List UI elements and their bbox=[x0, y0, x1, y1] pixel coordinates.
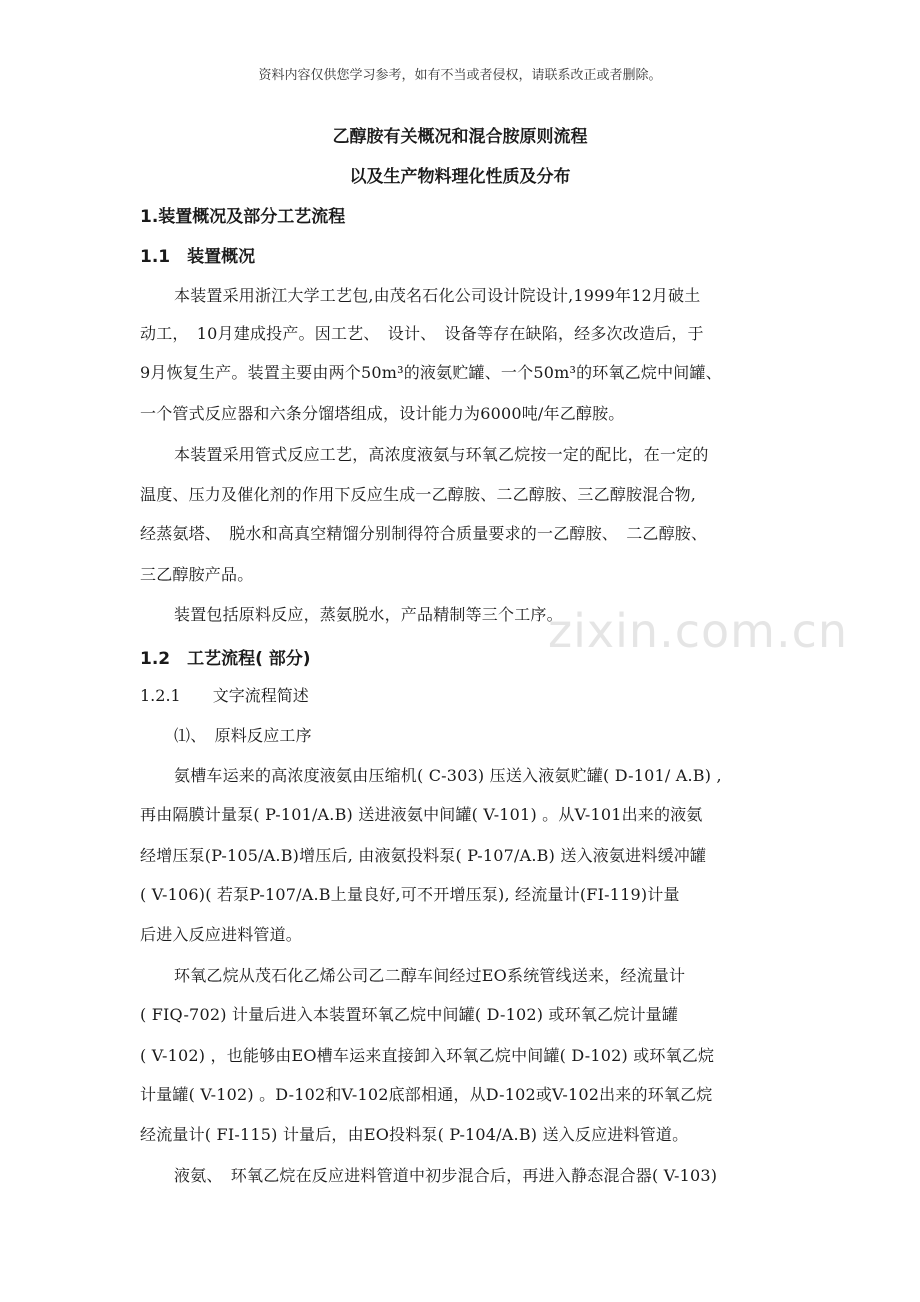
section-heading-1-2-1: 1.2.1 文字流程简述 bbox=[140, 686, 309, 705]
paragraph-line: ( V-106)( 若泵P-107/A.B上量良好,可不开增压泵), 经流量计(FI-119)计量 bbox=[140, 885, 680, 904]
paragraph-line: 一个管式反应器和六条分馏塔组成，设计能力为6000吨/年乙醇胺。 bbox=[140, 404, 625, 423]
paragraph-line: 9月恢复生产。装置主要由两个50m³的液氨贮罐、一个50m³的环氧乙烷中间罐、 bbox=[140, 363, 722, 382]
paragraph-line: 动工， 10月建成投产。因工艺、 设计、 设备等存在缺陷，经多次改造后，于 bbox=[140, 324, 704, 343]
paragraph-line: ( FIQ-702) 计量后进入本装置环氧乙烷中间罐( D-102) 或环氧乙烷计量罐 bbox=[140, 1005, 679, 1024]
document-title-line-2: 以及生产物料理化性质及分布 bbox=[349, 167, 571, 187]
paragraph-line: 经蒸氨塔、 脱水和高真空精馏分别制得符合质量要求的一乙醇胺、 二乙醇胺、 bbox=[140, 524, 708, 543]
section-heading-1-1: 1.1 装置概况 bbox=[140, 247, 256, 267]
paragraph-line: 本装置采用浙江大学工艺包,由茂名石化公司设计院设计,1999年12月破土 bbox=[174, 286, 701, 305]
document-title-line-1: 乙醇胺有关概况和混合胺原则流程 bbox=[332, 127, 588, 147]
paragraph-line: 再由隔膜计量泵( P-101/A.B) 送进液氨中间罐( V-101) 。从V-101出来的液氨 bbox=[140, 805, 703, 824]
paragraph-line: 环氧乙烷从茂石化乙烯公司乙二醇车间经过EO系统管线送来，经流量计 bbox=[174, 966, 686, 985]
step-heading: ⑴、 原料反应工序 bbox=[174, 726, 312, 745]
paragraph-line: 经流量计( FI-115) 计量后，由EO投料泵( P-104/A.B) 送入反应进料管道。 bbox=[140, 1125, 689, 1144]
paragraph-line: 经增压泵(P-105/A.B)增压后, 由液氨投料泵( P-107/A.B) 送入液氨进料缓冲罐 bbox=[140, 846, 707, 865]
section-heading-1: 1.装置概况及部分工艺流程 bbox=[140, 207, 346, 227]
paragraph-line: 三乙醇胺产品。 bbox=[140, 565, 254, 584]
paragraph-line: 本装置采用管式反应工艺，高浓度液氨与环氧乙烷按一定的配比，在一定的 bbox=[174, 445, 709, 464]
paragraph-line: 氨槽车运来的高浓度液氨由压缩机( C-303) 压送入液氨贮罐( D-101/ A.B) , bbox=[174, 766, 722, 785]
paragraph-line: 装置包括原料反应，蒸氨脱水，产品精制等三个工序。 bbox=[174, 605, 563, 624]
paragraph-line: 温度、压力及催化剂的作用下反应生成一乙醇胺、二乙醇胺、三乙醇胺混合物, bbox=[140, 485, 697, 504]
paragraph-line: 液氨、 环氧乙烷在反应进料管道中初步混合后，再进入静态混合器( V-103) bbox=[174, 1166, 718, 1185]
paragraph-line: 后进入反应进料管道。 bbox=[140, 925, 303, 944]
watermark: zixin.com.cn bbox=[548, 604, 849, 658]
paragraph-line: 计量罐( V-102) 。D-102和V-102底部相通，从D-102或V-102出来的环氧乙烷 bbox=[140, 1085, 713, 1104]
page-header-disclaimer: 资料内容仅供您学习参考，如有不当或者侵权，请联系改正或者删除。 bbox=[258, 68, 662, 83]
section-heading-1-2: 1.2 工艺流程( 部分) bbox=[140, 649, 311, 669]
paragraph-line: ( V-102) ，也能够由EO槽车运来直接卸入环氧乙烷中间罐( D-102) 或环氧乙烷 bbox=[140, 1046, 715, 1065]
